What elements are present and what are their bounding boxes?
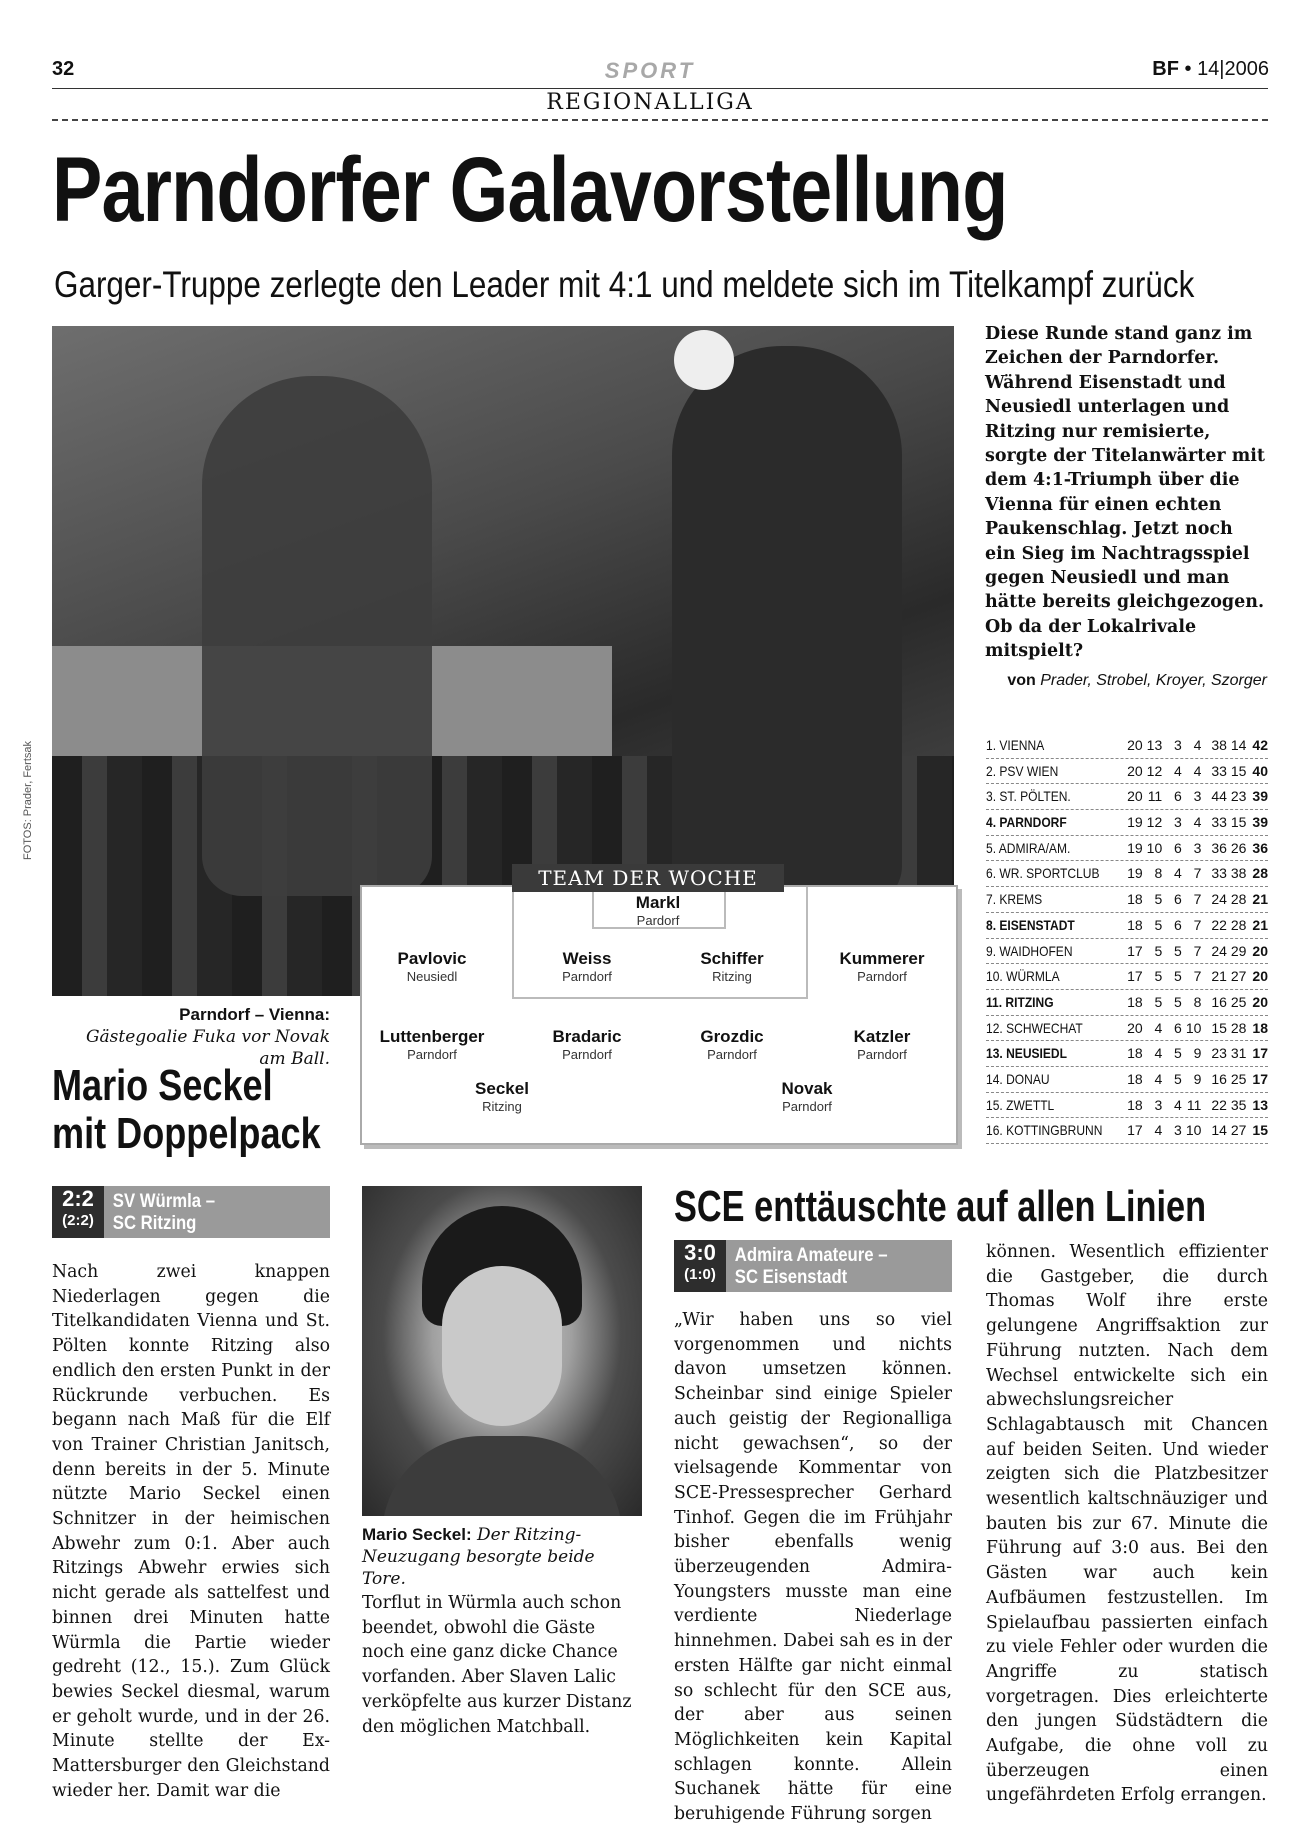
- table-team-name: VIENNA: [999, 737, 1045, 753]
- table-rank: 16.: [986, 1122, 1003, 1139]
- table-losses: 7: [1193, 916, 1202, 933]
- table-rank: 5.: [986, 839, 997, 856]
- table-losses: 10: [1185, 1122, 1202, 1139]
- table-team-name: RITZING: [1005, 993, 1054, 1010]
- story2-score-bar: [674, 1240, 952, 1292]
- issue-number: 14|2006: [1197, 58, 1269, 80]
- table-row: [986, 861, 1268, 887]
- table-draws: 6: [1174, 916, 1182, 933]
- table-goals: 36 26: [1211, 839, 1247, 856]
- team-of-week-box: [360, 885, 958, 1145]
- table-rank: 10.: [986, 968, 1003, 985]
- table-losses: 4: [1193, 814, 1202, 831]
- table-losses: 8: [1193, 993, 1202, 1010]
- story1-title: [52, 1062, 321, 1158]
- table-points: 17: [1252, 1045, 1268, 1062]
- table-points: 21: [1252, 891, 1268, 908]
- table-played: 18: [1127, 993, 1143, 1010]
- table-wins: 5: [1154, 942, 1163, 959]
- table-team: [986, 887, 1104, 912]
- table-draws: 4: [1174, 865, 1182, 882]
- table-draws: 3: [1174, 1122, 1182, 1139]
- photo-player-figure: [202, 376, 432, 896]
- table-team: [986, 939, 1104, 964]
- table-draws: 5: [1174, 1045, 1182, 1062]
- player-def3: [662, 949, 802, 984]
- table-row: [986, 887, 1268, 913]
- table-rank: 4.: [986, 814, 997, 831]
- caption-bold: Parndorf – Vienna:: [179, 1005, 330, 1024]
- table-team: [986, 836, 1104, 861]
- page-number: 32: [52, 58, 75, 80]
- table-rank: 1.: [986, 737, 997, 753]
- player-mid4: [812, 1027, 952, 1062]
- player-club: Parndorf: [857, 969, 907, 984]
- player-name: Bradaric: [552, 1027, 622, 1046]
- player-name: Pavlovic: [397, 949, 467, 968]
- table-played: 20: [1127, 1019, 1143, 1036]
- table-wins: 10: [1146, 839, 1163, 856]
- table-team-name: KREMS: [999, 891, 1043, 908]
- table-wins: 4: [1154, 1019, 1163, 1036]
- table-wins: 12: [1146, 762, 1163, 779]
- portrait-caption-text: Der Ritzing-Neuzugang besorgte beide Tore.: [362, 1525, 595, 1589]
- table-row: [986, 733, 1268, 759]
- player-mid1: [362, 1027, 502, 1062]
- byline: [985, 672, 1267, 690]
- header-dashed-rule: [52, 119, 1268, 121]
- table-losses: 7: [1193, 942, 1202, 959]
- table-row: [986, 810, 1268, 836]
- table-points: 39: [1252, 814, 1268, 831]
- table-draws: 5: [1174, 942, 1182, 959]
- table-draws: 3: [1174, 814, 1182, 831]
- story1-score-box: [52, 1186, 104, 1238]
- table-team-name: NEUSIEDL: [1006, 1045, 1067, 1062]
- table-draws: 5: [1174, 968, 1182, 985]
- player-club: Neusiedl: [406, 969, 458, 984]
- table-wins: 5: [1154, 993, 1163, 1010]
- table-goals: 33 15: [1211, 814, 1247, 831]
- table-draws: 6: [1174, 788, 1182, 805]
- table-wins: 3: [1154, 1096, 1163, 1113]
- table-team-name: WR. SPORTCLUB: [999, 865, 1100, 882]
- table-wins: 13: [1146, 737, 1163, 753]
- table-team: [986, 1067, 1104, 1092]
- table-team: [986, 913, 1104, 938]
- table-team: [986, 784, 1104, 809]
- table-team-name: PSV WIEN: [999, 762, 1059, 779]
- story1-team2: SC Ritzing: [112, 1213, 197, 1234]
- player-name: Weiss: [562, 949, 612, 968]
- player-def4: [812, 949, 952, 984]
- table-losses: 7: [1193, 891, 1202, 908]
- player-name: Grozdic: [700, 1027, 764, 1046]
- table-points: 40: [1252, 762, 1268, 779]
- table-played: 20: [1127, 737, 1143, 753]
- player-def1: [362, 949, 502, 984]
- table-played: 18: [1127, 1096, 1143, 1113]
- player-name: Novak: [781, 1079, 833, 1098]
- table-points: 39: [1252, 788, 1268, 805]
- table-rank: 9.: [986, 942, 997, 959]
- subheadline: Garger-Truppe zerlegte den Leader mit 4:1 und meldete sich im Titelkampf zurück: [54, 264, 1195, 305]
- photo-credit: FOTOS: Prader, Fertsak: [22, 741, 34, 860]
- table-rank: 15.: [986, 1096, 1003, 1113]
- table-wins: 5: [1154, 891, 1163, 908]
- table-points: 17: [1252, 1070, 1268, 1087]
- table-rank: 2.: [986, 762, 997, 779]
- table-points: 21: [1252, 916, 1268, 933]
- player-name: Seckel: [475, 1079, 529, 1098]
- player-club: Parndorf: [857, 1047, 907, 1062]
- table-row: [986, 759, 1268, 785]
- table-draws: 3: [1174, 737, 1182, 753]
- table-played: 20: [1127, 788, 1143, 805]
- story2-halftime: (1:0): [684, 1266, 716, 1283]
- table-row: [986, 1041, 1268, 1067]
- table-team: [986, 733, 1104, 758]
- table-row: [986, 1067, 1268, 1093]
- table-goals: 14 27: [1211, 1122, 1247, 1139]
- table-goals: 24 29: [1211, 942, 1247, 959]
- table-goals: 33 38: [1211, 865, 1247, 882]
- table-wins: 8: [1154, 865, 1163, 882]
- table-goals: 44 23: [1211, 788, 1247, 805]
- table-points: 36: [1252, 839, 1268, 856]
- player-name: Markl: [635, 893, 681, 912]
- story2-teams: [726, 1240, 888, 1292]
- player-name: Luttenberger: [379, 1027, 485, 1046]
- player-club: Parndorf: [562, 969, 612, 984]
- table-team-name: ST. PÖLTEN.: [999, 788, 1071, 805]
- table-wins: 5: [1154, 916, 1163, 933]
- table-played: 17: [1127, 1122, 1143, 1139]
- team-of-week-title: TEAM DER WOCHE: [512, 864, 784, 892]
- story1-score-bar: [52, 1186, 330, 1238]
- table-team-name: WAIDHOFEN: [999, 942, 1073, 959]
- table-team: [986, 1016, 1104, 1041]
- table-played: 19: [1127, 839, 1143, 856]
- table-wins: 5: [1154, 968, 1163, 985]
- table-rank: 11.: [986, 993, 1003, 1010]
- table-losses: 9: [1193, 1045, 1202, 1062]
- table-goals: 24 28: [1211, 891, 1247, 908]
- header-rule: [52, 88, 1268, 89]
- table-team: [986, 759, 1104, 784]
- photo-ball: [674, 330, 734, 390]
- table-team-name: ADMIRA/AM.: [998, 839, 1071, 856]
- table-goals: 22 35: [1211, 1096, 1247, 1113]
- table-played: 18: [1127, 916, 1143, 933]
- byline-authors: Prader, Strobel, Kroyer, Szorger: [1040, 672, 1267, 689]
- player-def2: [517, 949, 657, 984]
- table-losses: 3: [1193, 839, 1202, 856]
- table-team-name: DONAU: [1006, 1070, 1050, 1087]
- table-rank: 8.: [986, 916, 997, 933]
- table-played: 18: [1127, 891, 1143, 908]
- story1-score: 2:2: [62, 1186, 94, 1211]
- player-club: Ritzing: [712, 969, 752, 984]
- story1-halftime: (2:2): [62, 1212, 94, 1229]
- table-points: 20: [1252, 942, 1268, 959]
- story2-title: SCE enttäuschte auf allen Linien: [674, 1182, 1207, 1231]
- story2-team2: SC Eisenstadt: [734, 1267, 848, 1288]
- table-played: 18: [1127, 1070, 1143, 1087]
- player-mid3: [662, 1027, 802, 1062]
- table-row: [986, 784, 1268, 810]
- publication-info: BF • 14|2006: [1152, 58, 1269, 80]
- caption-text: Gästegoalie Fuka vor Novak am Ball.: [85, 1027, 330, 1069]
- table-row: [986, 1016, 1268, 1042]
- table-row: [986, 939, 1268, 965]
- player-club: Ritzing: [482, 1099, 522, 1114]
- table-played: 19: [1127, 865, 1143, 882]
- player-club: Parndorf: [782, 1099, 832, 1114]
- table-rank: 12.: [986, 1019, 1003, 1036]
- photo-goalkeeper-figure: [672, 346, 902, 906]
- table-goals: 15 28: [1211, 1019, 1247, 1036]
- table-losses: 10: [1185, 1019, 1202, 1036]
- portrait-caption-bold: Mario Seckel:: [362, 1525, 472, 1544]
- table-draws: 4: [1174, 762, 1182, 779]
- portrait-caption: [362, 1524, 642, 1590]
- table-draws: 5: [1174, 1070, 1182, 1087]
- table-rank: 3.: [986, 788, 997, 805]
- story1-body-col2: Torflut in Würmla auch schon beendet, obwohl die Gäste noch eine ganz dicke Chance vorfanden. Aber Slaven Lalic verköpfelte aus kurzer Distanz den möglichen Matchball.: [362, 1593, 632, 1737]
- portrait-body: [382, 1436, 622, 1516]
- portrait-face: [442, 1266, 562, 1426]
- table-draws: 6: [1174, 839, 1182, 856]
- table-team: [986, 810, 1104, 835]
- table-team-name: WÜRMLA: [1006, 968, 1060, 985]
- table-draws: 4: [1174, 1096, 1182, 1113]
- table-draws: 6: [1174, 891, 1182, 908]
- table-row: [986, 990, 1268, 1016]
- table-wins: 12: [1146, 814, 1163, 831]
- player-mid2: [517, 1027, 657, 1062]
- table-goals: 38 14: [1211, 737, 1247, 753]
- table-team: [986, 964, 1104, 989]
- table-points: 42: [1252, 737, 1268, 753]
- story1-team1: SV Würmla –: [112, 1191, 216, 1212]
- table-wins: 4: [1154, 1070, 1163, 1087]
- player-name: Schiffer: [700, 949, 764, 968]
- table-wins: 11: [1147, 788, 1163, 805]
- table-rank: 7.: [986, 891, 997, 908]
- table-goals: 22 28: [1211, 916, 1247, 933]
- table-row: [986, 836, 1268, 862]
- table-played: 20: [1127, 762, 1143, 779]
- player-fw2: [737, 1079, 877, 1114]
- table-losses: 7: [1193, 968, 1202, 985]
- portrait-photo: [362, 1186, 642, 1516]
- table-losses: 7: [1193, 865, 1202, 882]
- table-points: 28: [1252, 865, 1268, 882]
- table-team: [986, 861, 1104, 886]
- table-goals: 16 25: [1211, 993, 1247, 1010]
- story2-team1: Admira Amateure –: [734, 1245, 888, 1266]
- story1-body-col1: Nach zwei knappen Niederlagen gegen die Titelkandidaten Vienna und St. Pölten konnte Ritzing also endlich den ersten Punkt in der Rückrunde verbuchen. Es begann nach Maß für die Elf von Trainer Christian Janitsch, denn bereits in der 5. Minute nützte Mario Seckel einen Schnitzer in der heimischen Abwehr zum 0:1. Aber auch Ritzings Abwehr erwies sich nicht gerade als sattelfest und binnen drei Minuten hatte Würmla die Partie wieder gedreht (12., 15.). Zum Glück bewies Seckel diesmal, warum er geholt wurde, und in der 26. Minute stellte der Ex-Mattersburger den Gleichstand wieder her. Damit war die: [52, 1262, 330, 1801]
- table-team-name: SCHWECHAT: [1006, 1019, 1083, 1036]
- byline-prefix: von: [1007, 672, 1036, 689]
- table-team-name: KOTTINGBRUNN: [1006, 1122, 1103, 1139]
- table-draws: 6: [1174, 1019, 1182, 1036]
- table-losses: 4: [1193, 762, 1202, 779]
- table-points: 20: [1252, 993, 1268, 1010]
- player-club: Pardorf: [636, 913, 680, 928]
- table-goals: 33 15: [1211, 762, 1247, 779]
- table-rank: 6.: [986, 865, 997, 882]
- table-team: [986, 1118, 1104, 1143]
- table-team-name: PARNDORF: [999, 814, 1067, 831]
- table-wins: 4: [1154, 1122, 1163, 1139]
- table-played: 18: [1127, 1045, 1143, 1062]
- table-losses: 11: [1186, 1096, 1202, 1113]
- player-name: Katzler: [853, 1027, 911, 1046]
- table-points: 20: [1252, 968, 1268, 985]
- story1-title-line2: mit Doppelpack: [52, 1109, 321, 1158]
- kicker: REGIONALLIGA: [546, 90, 754, 115]
- player-club: Parndorf: [707, 1047, 757, 1062]
- table-points: 13: [1252, 1096, 1268, 1113]
- player-name: Kummerer: [839, 949, 925, 968]
- table-wins: 4: [1154, 1045, 1163, 1062]
- table-losses: 4: [1193, 737, 1202, 753]
- player-fw1: [432, 1079, 572, 1114]
- table-losses: 9: [1193, 1070, 1202, 1087]
- table-goals: 21 27: [1211, 968, 1247, 985]
- table-rank: 13.: [986, 1045, 1003, 1062]
- publication-name: BF: [1152, 58, 1179, 80]
- table-played: 17: [1127, 942, 1143, 959]
- player-club: Parndorf: [562, 1047, 612, 1062]
- table-rank: 14.: [986, 1070, 1003, 1087]
- story2-body-col2: können. Wesentlich effizienter die Gastgeber, die durch Thomas Wolf ihre erste gelungene Angriffsaktion zur Führung nutzten. Nach dem Wechsel entwickelte sich ein abwechslungsreicher Schlagabtausch mit Chancen auf beiden Seiten. Und wieder zeigten sich die Platzbesitzer wesentlich kaltschnäuziger und bauten bis zur 67. Minute die Führung auf 3:0 aus. Bei den Gästen war auch kein Aufbäumen festzustellen. Im Spielaufbau passierten einfach zu viele Fehler oder wurden die Angriffe zu statisch vorgetragen. Dies erleichterte den jungen Südstädtern die Aufgabe, die ohne voll zu überzeugen einen ungefährdeten Erfolg errangen.: [986, 1242, 1268, 1806]
- table-played: 19: [1127, 814, 1143, 831]
- story2-body-col1: „Wir haben uns so viel vorgenommen und nichts davon umsetzen können. Scheinbar sind einige Spieler auch geistig der Regionalliga nicht gewachsen“, so der vielsagende Kommentar von SCE-Pressesprecher Gerhard Tinhof. Gegen die im Frühjahr bisher ebenfalls wenig überzeugenden Admira-Youngsters musste man eine verdiente Niederlage hinnehmen. Dabei sah es in der ersten Hälfte gar nicht einmal so schlecht für den SCE aus, der aber aus seinen Möglichkeiten kein Kapital schlagen konnte. Allein Suchanek hätte für eine beruhigende Führung sorgen: [674, 1310, 952, 1825]
- section-label: SPORT: [604, 58, 696, 83]
- story2-score-box: [674, 1240, 726, 1292]
- player-gk: [588, 893, 728, 928]
- table-row: [986, 1093, 1268, 1119]
- table-draws: 5: [1174, 993, 1182, 1010]
- table-team: [986, 990, 1104, 1015]
- headline: Parndorfer Galavorstellung: [52, 139, 1008, 241]
- table-team: [986, 1093, 1104, 1118]
- league-table: [986, 733, 1268, 1144]
- table-goals: 16 25: [1211, 1070, 1247, 1087]
- table-goals: 23 31: [1211, 1045, 1247, 1062]
- intro-text: Diese Runde stand ganz im Zeichen der Parndorfer. Während Eisenstadt und Neusiedl unterlagen und Ritzing nur remisierte, sorgte der Titelanwärter mit dem 4:1-Triumph über die Vienna für einen echten Paukenschlag. Jetzt noch ein Sieg im Nachtragsspiel gegen Neusiedl und man hätte bereits gleichgezogen. Ob da der Lokalrivale mitspielt?: [985, 324, 1265, 662]
- table-team-name: EISENSTADT: [999, 916, 1075, 933]
- table-played: 17: [1127, 968, 1143, 985]
- table-row: [986, 964, 1268, 990]
- story2-score: 3:0: [684, 1240, 716, 1265]
- table-team: [986, 1041, 1104, 1066]
- table-row: [986, 913, 1268, 939]
- table-points: 15: [1252, 1122, 1268, 1139]
- table-team-name: ZWETTL: [1006, 1096, 1055, 1113]
- player-club: Parndorf: [407, 1047, 457, 1062]
- story1-teams: [104, 1186, 215, 1238]
- table-losses: 3: [1193, 788, 1202, 805]
- table-points: 18: [1252, 1019, 1268, 1036]
- story1-title-line1: Mario Seckel: [52, 1061, 273, 1110]
- table-row: [986, 1118, 1268, 1144]
